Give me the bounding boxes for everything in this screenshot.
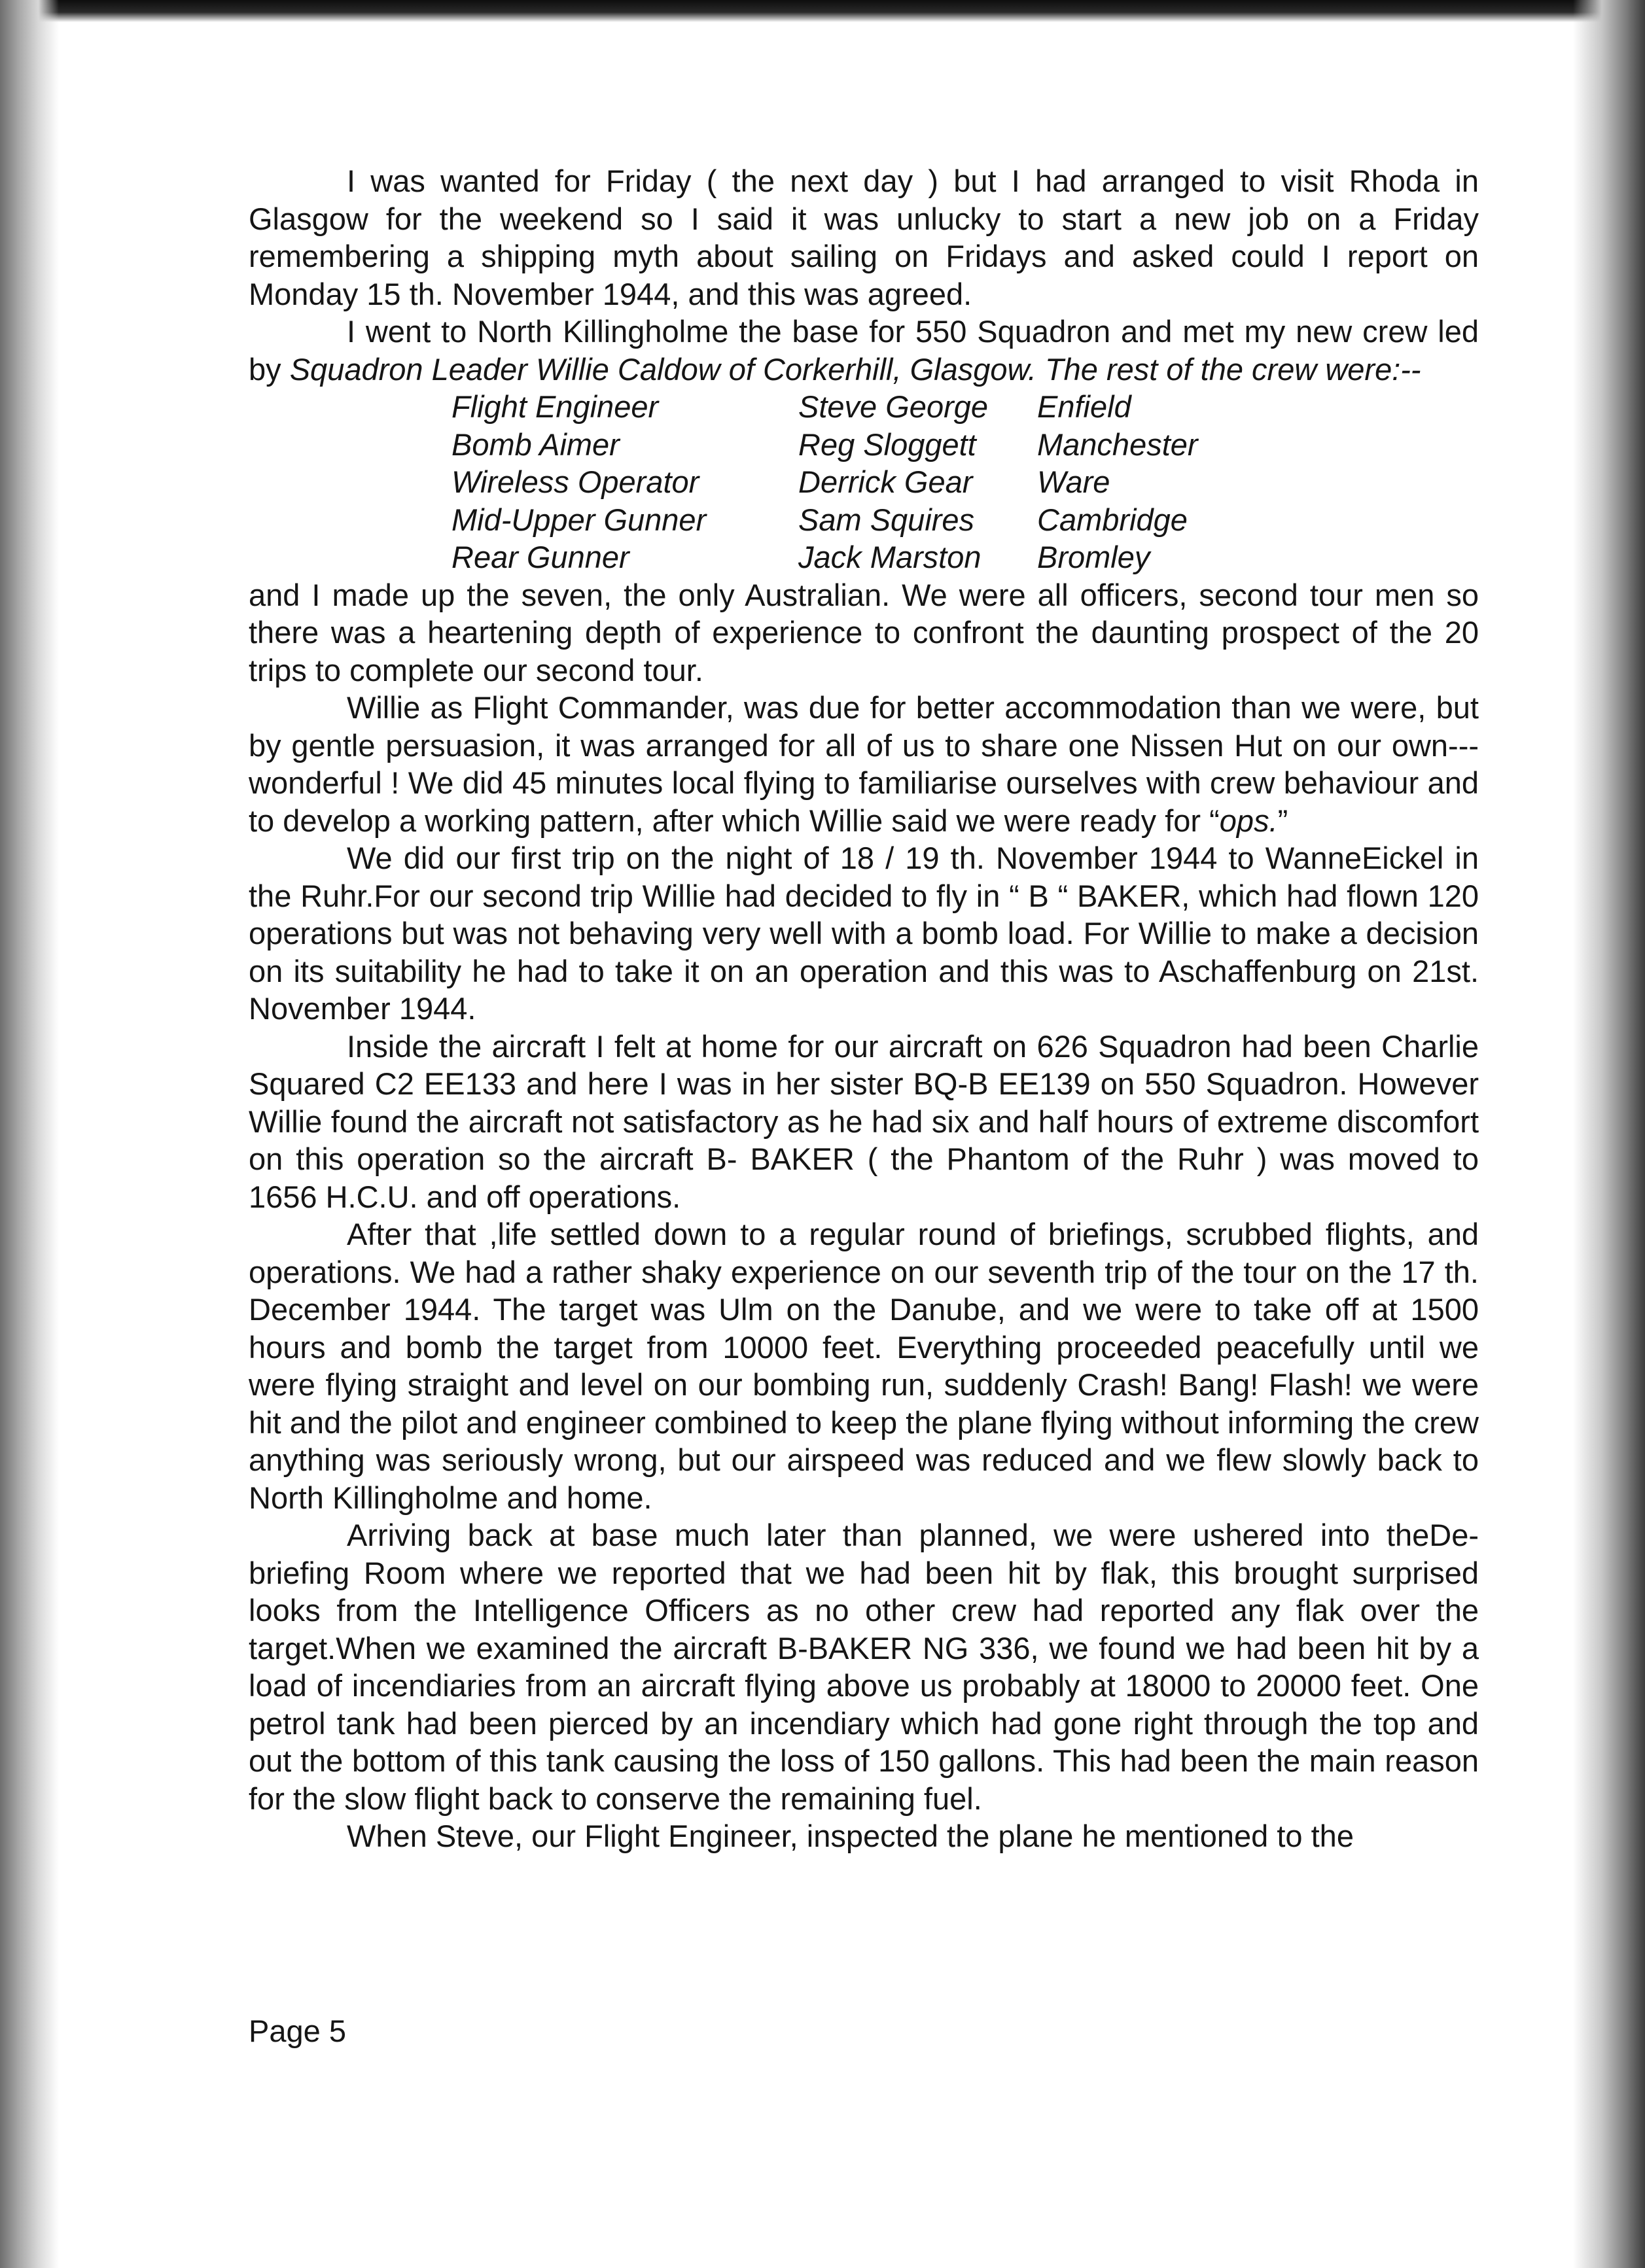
paragraph xyxy=(249,689,1479,839)
page-body xyxy=(249,162,1479,1855)
text-run: ” xyxy=(1277,803,1288,838)
crew-name: Sam Squires xyxy=(798,502,975,537)
text-run: Arriving back at base much later than planned, we were ushered into theDe-briefing Room where we reported that we had been hit by flak, this brought surprised looks from the Intelligence Officers as no other crew had reported any flak over the target.When we examined the aircraft B-BAKER NG 336, we found we had been hit by a load of incendiaries from an aircraft flying above us probably at 18000 to 20000 feet. One petrol tank had been pierced by an incendiary which had gone right through the top and out the bottom of this tank causing the loss of 150 gallons. This had been the main reason for the slow flight back to conserve the remaining fuel. xyxy=(249,1518,1479,1816)
crew-list xyxy=(451,388,1198,576)
crew-row xyxy=(451,501,1198,539)
paragraph xyxy=(249,1215,1479,1516)
text-run: I went to North Killingholme the base for 550 Squadron and met my new crew led by xyxy=(249,314,1479,387)
crew-town: Ware xyxy=(1037,464,1110,499)
scan-left-shadow xyxy=(0,0,59,2268)
crew-name: Jack Marston xyxy=(798,540,982,574)
text-run: and I made up the seven, the only Australian. We were all officers, second tour men so there was a heartening depth of experience to confront the daunting prospect of the 20 trips to complete our second tour. xyxy=(249,577,1479,688)
crew-name: Reg Sloggett xyxy=(798,427,976,462)
paragraph xyxy=(249,162,1479,313)
text-run: Inside the aircraft I felt at home for our aircraft on 626 Squadron had been Charlie Squared C2 EE133 and here I was in her sister BQ-B EE139 on 550 Squadron. However Willie found the aircraft not satisfactory as he had six and half hours of extreme discomfort on this operation so the aircraft B- BAKER ( the Phantom of the Ruhr ) was moved to 1656 H.C.U. and off operations. xyxy=(249,1028,1479,1214)
crew-town: Enfield xyxy=(1037,389,1131,424)
scan-top-edge xyxy=(0,0,1645,22)
crew-row xyxy=(451,426,1198,464)
crew-town: Bromley xyxy=(1037,540,1150,574)
crew-town: Cambridge xyxy=(1037,502,1188,537)
text-run: When Steve, our Flight Engineer, inspected the plane he mentioned to the xyxy=(347,1819,1354,1853)
crew-name: Derrick Gear xyxy=(798,464,973,499)
crew-role: Bomb Aimer xyxy=(451,427,620,462)
paragraph xyxy=(249,1028,1479,1216)
crew-role: Rear Gunner xyxy=(451,540,629,574)
crew-town: Manchester xyxy=(1037,427,1198,462)
text-run: We did our first trip on the night of 18 / 19 th. November 1944 to WanneEickel in the Ruhr.For our second trip Willie had decided to fly in “ B “ BAKER, which had flown 120 operations but was not behaving very well with a bomb load. For Willie to make a decision on its suitability he had to take it on an operation and this was to Aschaffenburg on 21st. November 1944. xyxy=(249,841,1479,1026)
body-text-top xyxy=(249,162,1479,388)
crew-role: Flight Engineer xyxy=(451,389,659,424)
paragraph xyxy=(249,1817,1479,1855)
paragraph xyxy=(249,1516,1479,1817)
paragraph xyxy=(249,313,1479,388)
italic-text-run: ops. xyxy=(1219,803,1278,838)
crew-name: Steve George xyxy=(798,389,989,424)
crew-row xyxy=(451,538,1198,576)
page-number: Page 5 xyxy=(249,2014,346,2048)
text-run: I was wanted for Friday ( the next day ) but I had arranged to visit Rhoda in Glasgow for the weekend so I said it was unlucky to start a new job on a Friday remembering a shipping myth about sailing on Fridays and asked could I report on Monday 15 th. November 1944, and this was agreed. xyxy=(249,164,1479,311)
scan-right-shadow xyxy=(1573,0,1645,2268)
body-text-bottom xyxy=(249,576,1479,1855)
crew-role: Mid-Upper Gunner xyxy=(451,502,707,537)
crew-row xyxy=(451,388,1198,426)
crew-role: Wireless Operator xyxy=(451,464,699,499)
paragraph xyxy=(249,839,1479,1028)
crew-row xyxy=(451,463,1198,501)
text-run: Willie as Flight Commander, was due for better accommodation than we were, but by gentle persuasion, it was arranged for all of us to share one Nissen Hut on our own---wonderful ! We did 45 minutes local flying to familiarise ourselves with crew behaviour and to develop a working pattern, after which Willie said we were ready for “ xyxy=(249,690,1479,838)
text-run: After that ,life settled down to a regular round of briefings, scrubbed flights, and operations. We had a rather shaky experience on our seventh trip of the tour on the 17 th. December 1944. The target was Ulm on the Danube, and we were to take off at 1500 hours and bomb the target from 10000 feet. Everything proceeded peacefully until we were flying straight and level on our bombing run, suddenly Crash! Bang! Flash! we were hit and the pilot and engineer combined to keep the plane flying without informing the crew anything was seriously wrong, but our airspeed was reduced and we flew slowly back to North Killingholme and home. xyxy=(249,1217,1479,1515)
italic-text-run: Squadron Leader Willie Caldow of Corkerhill, Glasgow. The rest of the crew were:-- xyxy=(289,351,1421,387)
paragraph xyxy=(249,576,1479,689)
